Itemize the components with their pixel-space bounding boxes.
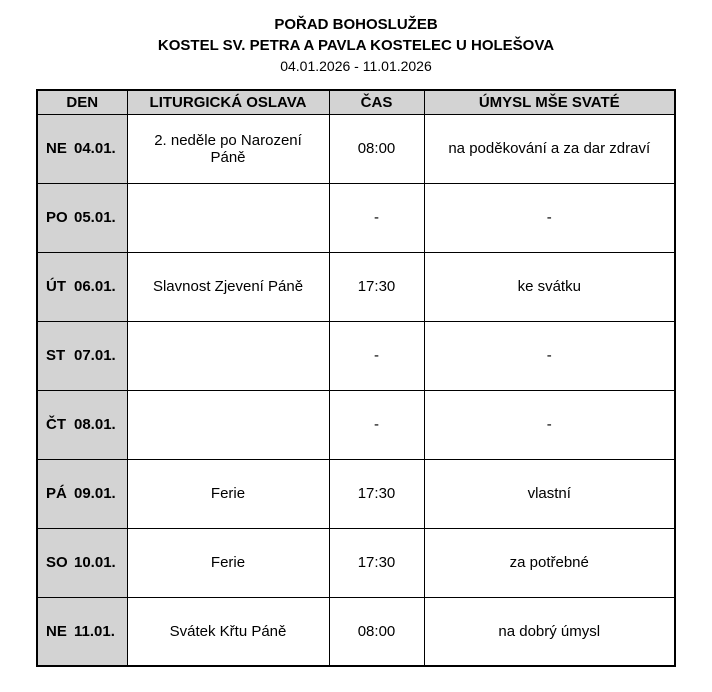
day-abbr: ÚT [46,278,66,295]
table-row [37,459,675,528]
day-cell [37,252,127,321]
church-name: KOSTEL SV. PETRA A PAVLA KOSTELEC U HOLEŠOVA [157,37,555,54]
schedule-table [36,89,676,667]
time-cell: 17:30 [329,528,424,597]
day-date: 05.01. [74,209,116,226]
intention-cell: - [424,321,675,390]
day-date: 10.01. [74,554,116,571]
column-header-den: DEN [37,90,127,114]
day-abbr: NE [46,140,67,157]
day-cell [37,114,127,183]
celebration-cell: Slavnost Zjevení Páně [127,252,329,321]
celebration-cell: 2. neděle po Narození Páně [127,114,329,183]
time-cell: 17:30 [329,459,424,528]
celebration-cell: Ferie [127,528,329,597]
intention-cell: na dobrý úmysl [424,597,675,666]
day-abbr: PÁ [46,485,67,502]
intention-cell: ke svátku [424,252,675,321]
page-header [0,14,712,77]
day-date: 04.01. [74,140,116,157]
celebration-cell: Ferie [127,459,329,528]
day-date: 09.01. [74,485,116,502]
day-date: 06.01. [74,278,116,295]
column-header-cas: ČAS [329,90,424,114]
page-title: POŘAD BOHOSLUŽEB [274,16,438,33]
time-cell: - [329,321,424,390]
intention-cell: za potřebné [424,528,675,597]
celebration-cell: Svátek Křtu Páně [127,597,329,666]
time-cell: - [329,390,424,459]
celebration-cell [127,183,329,252]
table-row [37,183,675,252]
time-cell: 08:00 [329,597,424,666]
intention-cell: - [424,390,675,459]
day-cell [37,183,127,252]
day-cell [37,321,127,390]
table-row [37,114,675,183]
table-row [37,321,675,390]
day-date: 11.01. [74,622,115,640]
day-abbr: SO [46,554,68,571]
celebration-cell [127,390,329,459]
intention-cell: na poděkování a za dar zdraví [424,114,675,183]
intention-cell: vlastní [424,459,675,528]
celebration-cell [127,321,329,390]
date-range: 04.01.2026 - 11.01.2026 [280,58,432,74]
table-row [37,252,675,321]
day-abbr: ČT [46,416,66,433]
table-row [37,597,675,666]
column-header-liturgicka-oslava: LITURGICKÁ OSLAVA [127,90,329,114]
table-row [37,528,675,597]
time-cell: - [329,183,424,252]
day-abbr: NE [46,622,67,640]
header-row [37,90,675,114]
day-abbr: ST [46,347,66,364]
day-cell [37,390,127,459]
day-date: 07.01. [74,347,116,364]
intention-cell: - [424,183,675,252]
day-abbr: PO [46,209,68,226]
day-date: 08.01. [74,416,116,433]
day-cell [37,459,127,528]
column-header-umysl: ÚMYSL MŠE SVATÉ [424,90,675,114]
time-cell: 17:30 [329,252,424,321]
day-cell [37,528,127,597]
table-row [37,390,675,459]
time-cell: 08:00 [329,114,424,183]
day-cell [37,597,127,666]
